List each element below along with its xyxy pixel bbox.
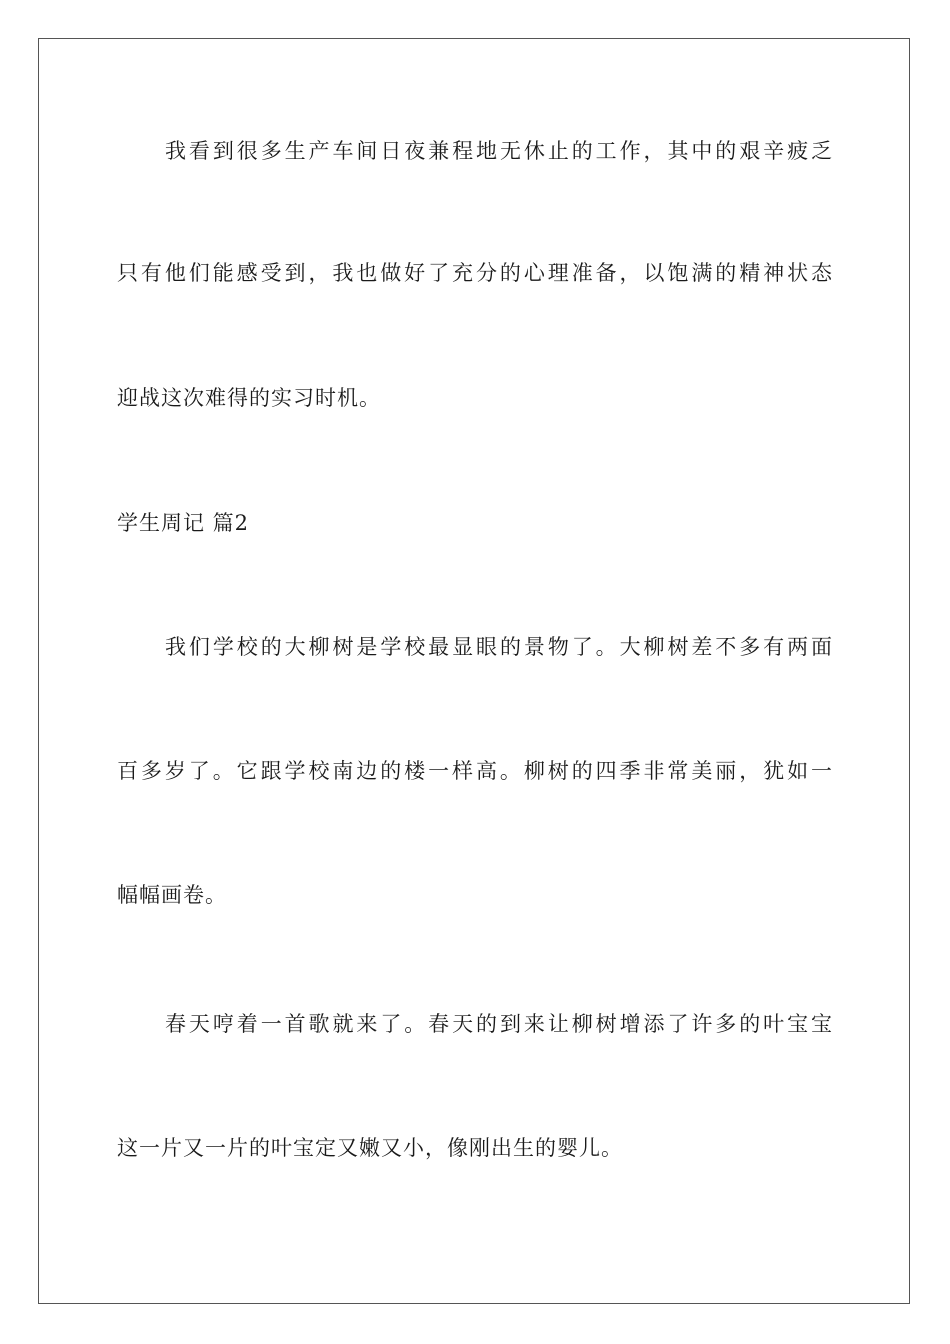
text-line: 只有他们能感受到，我也做好了充分的心理准备，以饱满的精神状态	[117, 261, 832, 285]
text-line: 春天哼着一首歌就来了。春天的到来让柳树增添了许多的叶宝宝	[165, 1012, 832, 1036]
text-line: 我们学校的大柳树是学校最显眼的景物了。大柳树差不多有两面	[165, 635, 832, 659]
section-heading: 学生周记 篇2	[117, 511, 250, 535]
text-line: 这一片又一片的叶宝定又嫩又小，像刚出生的婴儿。	[117, 1136, 623, 1160]
page-border	[38, 38, 910, 1304]
text-line: 迎战这次难得的实习时机。	[117, 386, 381, 410]
text-line: 幅幅画卷。	[117, 883, 227, 907]
text-line: 我看到很多生产车间日夜兼程地无休止的工作，其中的艰辛疲乏	[165, 139, 832, 163]
text-line: 百多岁了。它跟学校南边的楼一样高。柳树的四季非常美丽，犹如一	[117, 759, 832, 783]
